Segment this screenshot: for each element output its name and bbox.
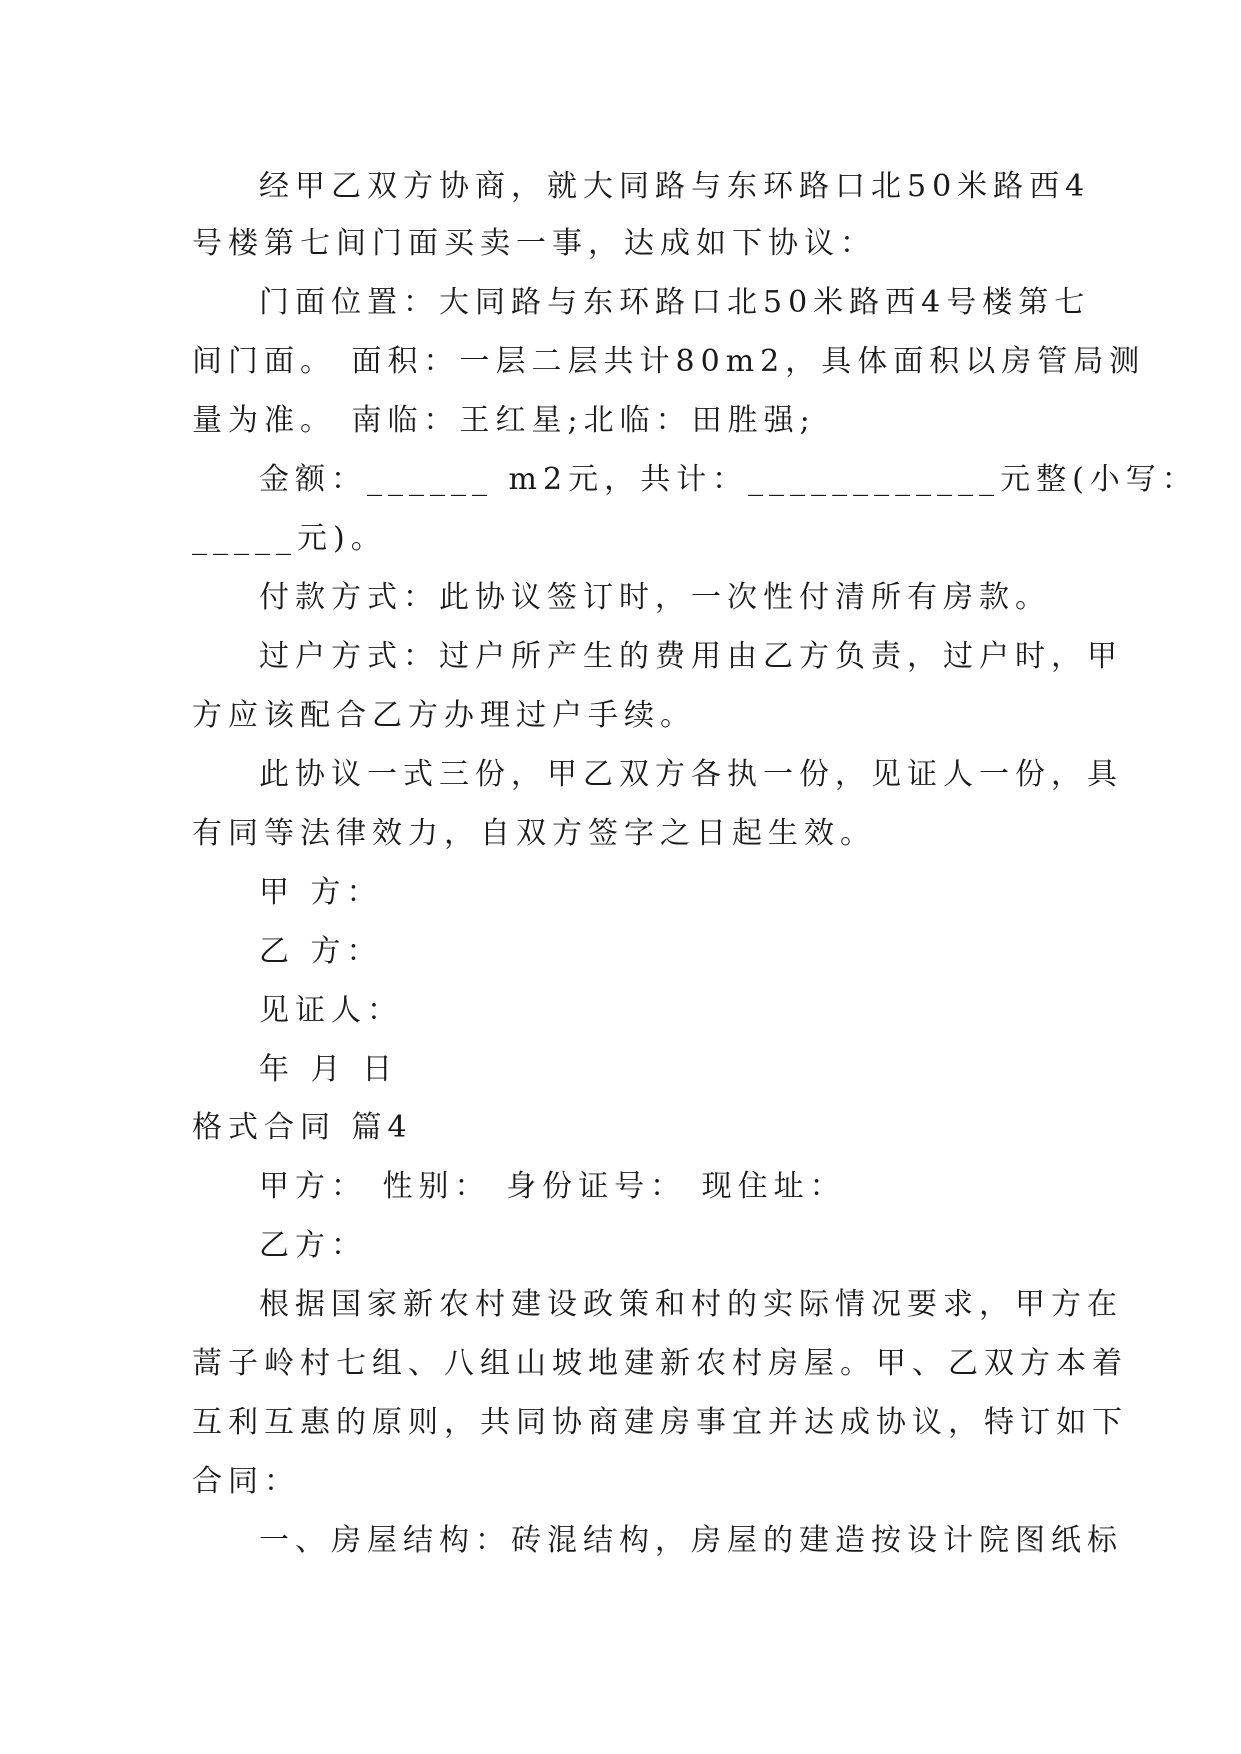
paragraph-line: 互利互惠的原则，共同协商建房事宜并达成协议，特订如下 [192,1405,1128,1440]
paragraph-line: 有同等法律效力，自双方签字之日起生效。 [192,816,876,851]
paragraph-line: 一、房屋结构：砖混结构，房屋的建造按设计院图纸标 [259,1523,1123,1558]
paragraph-line: 门面位置：大同路与东环路口北50米路西4号楼第七 [259,285,1091,320]
signature-party-b: 乙 方： [259,934,383,969]
paragraph-line: 蒿子岭村七组、八组山坡地建新农村房屋。甲、乙双方本着 [192,1346,1128,1381]
signature-party-a: 甲 方： [259,875,383,910]
paragraph-line: 间门面。 面积：一层二层共计80m2，具体面积以房管局测 [192,344,1146,379]
paragraph-line: 过户方式：过户所产生的费用由乙方负责，过户时，甲 [259,639,1123,674]
section-heading: 格式合同 篇4 [192,1110,413,1145]
paragraph-line: _____元)。 [192,521,387,556]
party-a-info: 甲方： 性别： 身份证号： 现住址： [259,1169,846,1204]
paragraph-line: 根据国家新农村建设政策和村的实际情况要求，甲方在 [259,1287,1123,1322]
paragraph-line: 此协议一式三份，甲乙双方各执一份，见证人一份，具 [259,757,1123,792]
paragraph-line: 量为准。 南临：王红星;北临：田胜强; [192,403,816,438]
party-b-info: 乙方： [259,1228,367,1263]
paragraph-line: 号楼第七间门面买卖一事，达成如下协议： [192,226,876,261]
paragraph-line: 方应该配合乙方办理过户手续。 [192,698,696,733]
paragraph-line: 经甲乙双方协商，就大同路与东环路口北50米路西4 [259,169,1091,204]
paragraph-line: 金额：______ m2元，共计：____________元整(小写： [259,462,1198,497]
paragraph-line: 合同： [192,1464,300,1499]
signature-date: 年 月 日 [259,1052,399,1087]
signature-witness: 见证人： [259,993,403,1028]
paragraph-line: 付款方式：此协议签订时，一次性付清所有房款。 [259,580,1051,615]
